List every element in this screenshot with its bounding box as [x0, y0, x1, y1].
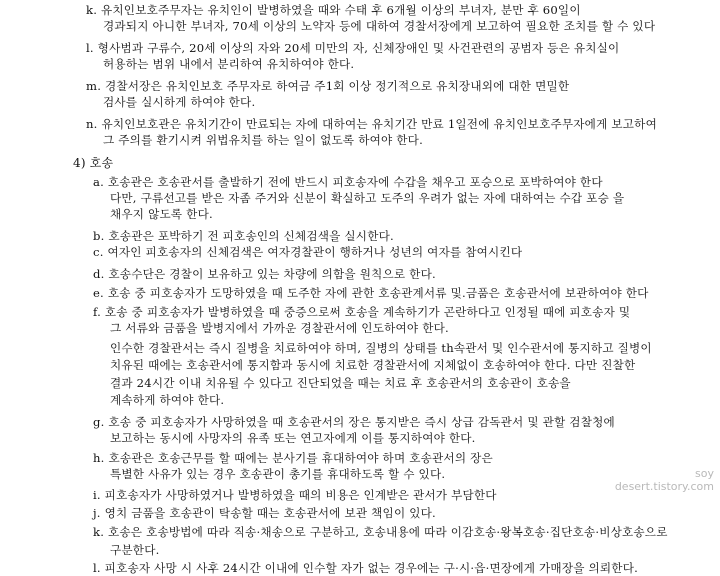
list-item-line: a. 호송관은 호송관서를 출발하기 전에 반드시 피호송자에 수갑을 채우고 포승으로 포박하여야 한다	[93, 175, 603, 189]
blog-watermark	[604, 467, 714, 493]
watermark-line-2: desert.tistory.com	[614, 480, 714, 493]
list-item-line: c. 여자인 피호송자의 신체검색은 여자경찰관이 행하거나 성년의 여자를 참여시킨다	[93, 245, 523, 259]
continuation-line: 계속하게 하여야 한다.	[110, 393, 225, 407]
list-item-line: n. 유치인보호관은 유치기간이 만료되는 자에 대하여는 유치기간 만료 1일전에 유치인보호주무자에게 보고하여	[86, 117, 657, 131]
continuation-line: 검사를 실시하게 하여야 한다.	[103, 95, 256, 109]
list-item-line: g. 호송 중 피호송자가 사망하였을 때 호송관서의 장은 통지받은 즉시 상급 감독관서 및 관할 검찰청에	[93, 415, 615, 429]
continuation-line: 그 주의를 환기시켜 위법유치를 하는 일이 없도록 하여야 한다.	[103, 133, 423, 147]
list-item-line: e. 호송 중 피호송자가 도망하였을 때 도주한 자에 관한 호송관계서류 및.금품은 호송관서에 보관하여야 한다	[93, 286, 649, 300]
continuation-line: 그 서류와 금품을 발병지에서 가까운 경찰관서에 인도하여야 한다.	[110, 321, 449, 335]
list-item-line: l. 형사범과 구류수, 20세 이상의 자와 20세 미만의 자, 신체장애인 및 사건관련의 공범자 등은 유치실이	[86, 41, 620, 55]
continuation-line: 특별한 사유가 있는 경우 호송관이 총기를 휴대하도록 할 수 있다.	[110, 467, 446, 481]
list-item-line: i. 피호송자가 사망하였거나 발병하였을 때의 비용은 인계받은 관서가 부담한다	[93, 488, 497, 502]
list-item-line: f. 호송 중 피호송자가 발병하였을 때 중증으로써 호송을 계속하기가 곤란하다고 인정될 때에 피호송자 및	[93, 305, 631, 319]
continuation-line: 허용하는 범위 내에서 분리하여 유치하여야 한다.	[103, 57, 355, 71]
continuation-line: 다만, 구류선고를 받은 자좀 주거와 신분이 확실하고 도주의 우려가 없는 자에 대하여는 수갑 포승 을	[110, 191, 625, 205]
continuation-line: 경과되지 아니한 부녀자, 70세 이상의 노약자 등에 대하여 경찰서장에게 보고하여 필요한 조치를 할 수 있다	[103, 19, 656, 33]
continuation-line: 결과 24시간 이내 치유될 수 있다고 진단되었을 때는 치료 후 호송관서의 호송관이 호송을	[110, 376, 571, 390]
continuation-line: 인수한 경찰관서는 즉시 질병을 치료하여야 하며, 질병의 상태를 th속관서 및 인수관서에 통지하고 질병이	[110, 341, 652, 355]
watermark-line-1: soy	[695, 467, 714, 480]
list-item-line: h. 호송관은 호송근무를 할 때에는 분사기를 휴대하여야 하며 호송관서의 장은	[93, 451, 493, 465]
list-item-line: j. 영치 금품을 호송관이 탁송할 때는 호송관서에 보관 책임이 있다.	[93, 506, 436, 520]
continuation-line: 채우지 않도록 한다.	[110, 207, 213, 221]
list-item-line: b. 호송관은 포박하기 전 피호송인의 신체검색을 실시한다.	[93, 229, 394, 243]
list-item-line: d. 호송수단은 경찰이 보유하고 있는 차량에 의함을 원칙으로 한다.	[93, 267, 436, 281]
list-item-line: m. 경찰서장은 유치인보호 주무자로 하여금 주1회 이상 정기적으로 유치장내외에 대한 면밀한	[86, 79, 570, 93]
list-item-line: k. 유치인보호주무자는 유치인이 발병하였을 때와 수태 후 6개월 이상의 부녀자, 분만 후 60일이	[86, 3, 581, 17]
continuation-line: 구분한다.	[110, 543, 160, 557]
section-heading: 4) 호송	[73, 156, 114, 170]
list-item-line: k. 호송은 호송방법에 따라 직송·채송으로 구분하고, 호송내용에 따라 이감호송·왕복호송·집단호송·비상호송으로	[93, 525, 668, 539]
continuation-line: 치유된 때에는 호송관서에 통지함과 동시에 치료한 경찰관서에 지체없이 호송하여야 한다. 다만 진찰한	[110, 358, 636, 372]
continuation-line: 보고하는 동시에 사망자의 유족 또는 연고자에게 이를 통지하여야 한다.	[110, 431, 476, 445]
list-item-line: l. 피호송자 사망 시 사후 24시간 이내에 인수할 자가 없는 경우에는 구·시·읍·면장에게 가매장을 의뢰한다.	[93, 561, 638, 575]
